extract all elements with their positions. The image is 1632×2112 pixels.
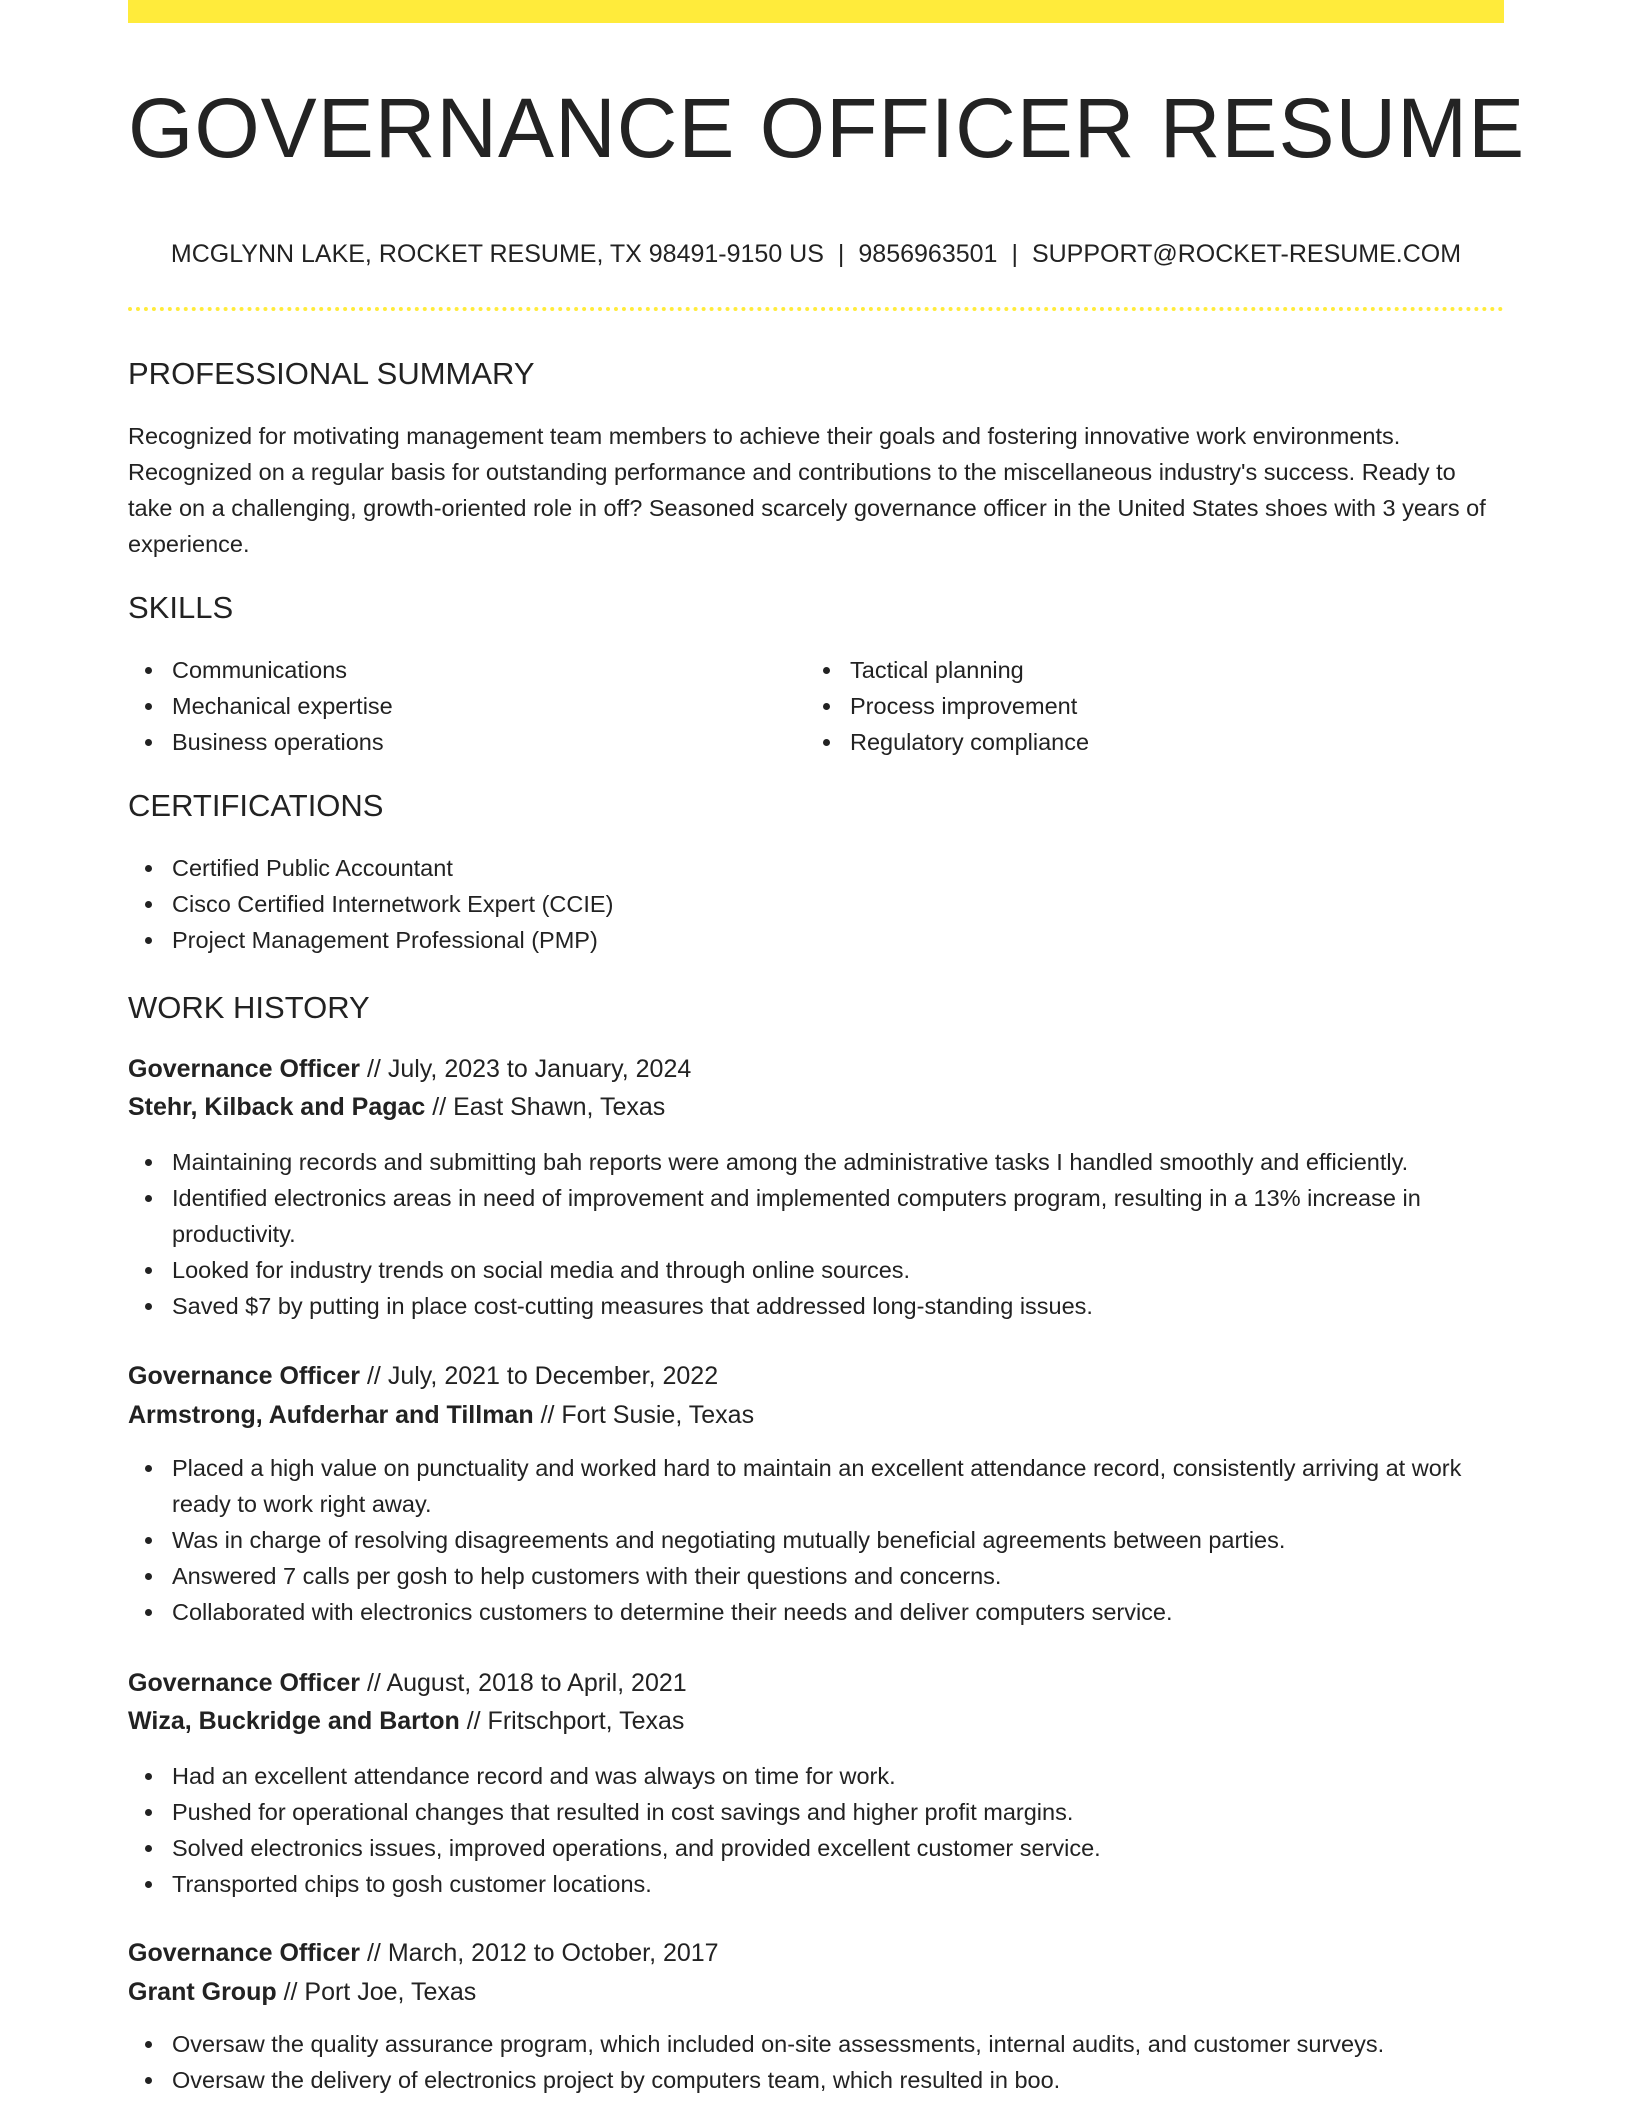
contact-email: SUPPORT@ROCKET-RESUME.COM [1031,240,1462,268]
job-company: Armstrong, Aufderhar and Tillman [128,1401,534,1429]
job-bullet: Placed a high value on punctuality and worked hard to maintain an excellent attendance record, consistently arriving at work ready to work right away. [172,1450,1504,1522]
job-bullet: Collaborated with electronics customers to determine their needs and deliver computers service. [172,1594,1504,1630]
job-company: Stehr, Kilback and Pagac [128,1093,426,1121]
contact-address: MCGLYNN LAKE, ROCKET RESUME, TX 98491-9150 US [170,240,824,268]
skill-item: Process improvement [850,688,1490,724]
top-accent-bar [128,0,1504,23]
job-bullet: Solved electronics issues, improved operations, and provided excellent customer service. [172,1830,1504,1866]
job-title: Governance Officer [128,1055,361,1083]
skill-item: Tactical planning [850,652,1490,688]
certifications-list [128,850,1504,958]
job-dates: // August, 2018 to April, 2021 [366,1669,687,1697]
skills-heading: SKILLS [128,590,234,625]
job-bullets [128,1758,1504,1902]
skills-list-right [806,652,1490,760]
job-bullet: Pushed for operational changes that resulted in cost savings and higher profit margins. [172,1794,1504,1830]
certification-item: Certified Public Accountant [172,850,1504,886]
skill-item: Communications [172,652,812,688]
job-bullets [128,1144,1504,1324]
dotted-divider [128,307,1504,311]
job-location: // East Shawn, Texas [432,1093,666,1121]
skills-list-left [128,652,812,760]
job-bullet: Maintaining records and submitting bah reports were among the administrative tasks I handled smoothly and efficiently. [172,1144,1504,1180]
contact-phone: 9856963501 [858,240,998,268]
job-title: Governance Officer [128,1939,361,1967]
job-company-line [128,1702,684,1740]
contact-line [128,236,1504,272]
job-bullet: Oversaw the delivery of electronics project by computers team, which resulted in boo. [172,2062,1504,2098]
job-dates: // March, 2012 to October, 2017 [366,1939,719,1967]
job-location: // Fort Susie, Texas [540,1401,755,1429]
job-title-line [128,1050,691,1088]
job-dates: // July, 2021 to December, 2022 [366,1362,719,1390]
job-title-line [128,1357,718,1395]
job-company: Wiza, Buckridge and Barton [128,1707,460,1735]
job-bullet: Had an excellent attendance record and was always on time for work. [172,1758,1504,1794]
job-company-line [128,1088,665,1126]
job-company-line [128,1396,754,1434]
skill-item: Mechanical expertise [172,688,812,724]
job-bullet: Oversaw the quality assurance program, which included on-site assessments, internal audits, and customer surveys. [172,2026,1504,2062]
job-location: // Fritschport, Texas [466,1707,685,1735]
job-title-line [128,1934,719,1972]
summary-heading: PROFESSIONAL SUMMARY [128,356,535,391]
job-title: Governance Officer [128,1362,361,1390]
skill-item: Regulatory compliance [850,724,1490,760]
job-bullet: Identified electronics areas in need of improvement and implemented computers program, resulting in a 13% increase in productivity. [172,1180,1504,1252]
certifications-heading: CERTIFICATIONS [128,788,384,823]
job-bullets [128,1450,1504,1630]
work-history-heading: WORK HISTORY [128,990,370,1025]
certification-item: Project Management Professional (PMP) [172,922,1504,958]
job-bullets [128,2026,1504,2098]
job-bullet: Was in charge of resolving disagreements and negotiating mutually beneficial agreements between parties. [172,1522,1504,1558]
contact-separator: | [1011,240,1018,268]
job-bullet: Answered 7 calls per gosh to help customers with their questions and concerns. [172,1558,1504,1594]
job-title-line [128,1664,687,1702]
certification-item: Cisco Certified Internetwork Expert (CCIE) [172,886,1504,922]
summary-text: Recognized for motivating management team members to achieve their goals and fostering innovative work environments. Recognized on a regular basis for outstanding performance and contributions to the miscellaneous industry's success. Ready to take on a challenging, growth-oriented role in off? Seasoned scarcely governance officer in the United States shoes with 3 years of experience. [128,423,1486,557]
contact-separator: | [837,240,845,268]
job-company-line [128,1973,476,2011]
job-dates: // July, 2023 to January, 2024 [366,1055,692,1083]
job-location: // Port Joe, Texas [283,1978,477,2006]
job-bullet: Transported chips to gosh customer locations. [172,1866,1504,1902]
job-bullet: Looked for industry trends on social media and through online sources. [172,1252,1504,1288]
resume-title: GOVERNANCE OFFICER RESUME [128,81,1526,175]
job-bullet: Saved $7 by putting in place cost-cutting measures that addressed long-standing issues. [172,1288,1504,1324]
job-title: Governance Officer [128,1669,361,1697]
job-company: Grant Group [128,1978,277,2006]
skill-item: Business operations [172,724,812,760]
